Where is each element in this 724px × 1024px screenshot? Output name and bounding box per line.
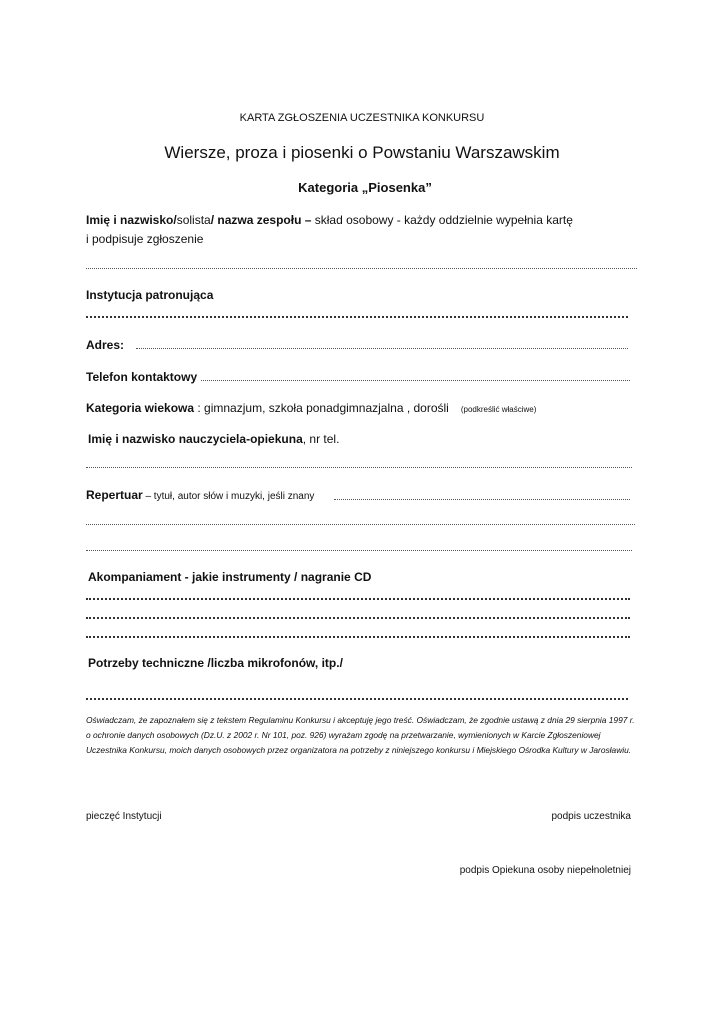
repertoire-label-suffix: – tytuł, autor słów i muzyki, jeśli znany bbox=[142, 491, 315, 502]
technical-needs-label: Potrzeby techniczne /liczba mikrofonów, itp./ bbox=[88, 656, 343, 670]
repertoire-label: Repertuar bbox=[86, 488, 143, 502]
name-label-line-2: i podpisuje zgłoszenie bbox=[86, 232, 204, 246]
age-category-note: (podkreślić właściwe) bbox=[460, 405, 537, 414]
name-label-bold-1: Imię i nazwisko/ bbox=[86, 213, 177, 227]
name-label bbox=[86, 213, 573, 227]
accompaniment-entry-line-1[interactable] bbox=[86, 598, 630, 600]
category-title bbox=[0, 180, 724, 195]
page-title: Wiersze, proza i piosenki o Powstaniu Warszawskim bbox=[164, 143, 560, 162]
institution-label: Instytucja patronująca bbox=[86, 288, 214, 302]
accompaniment-label: Akompaniament - jakie instrumenty / nagranie CD bbox=[88, 570, 372, 584]
consent-declaration: Oświadczam, że zapoznałem się z tekstem Regulaminu Konkursu i akceptuję jego treść. Oświadczam, że zgodnie ustawą z dnia 29 sierpnia 1997 r. o ochronie danych osobowych (Dz.U. z 2002 r. Nr 101, poz. 926) wyrażam zgodę na przetwarzanie, wymienionych w Karcie Zgłoszeniowej Uczestnika Konkursu, moich danych osobowych przez organizatora na potrzeby z niniejszego konkursu i Miejskiego Ośrodka Kultury w Jarosławiu. bbox=[86, 715, 635, 755]
participant-signature-label: podpis uczestnika bbox=[551, 811, 631, 822]
teacher-label: Imię i nazwisko nauczyciela-opiekuna bbox=[88, 432, 303, 446]
name-label-text-2: skład osobowy - każdy oddzielnie wypełnia kartę bbox=[311, 213, 573, 227]
address-entry-line[interactable] bbox=[136, 348, 628, 349]
age-category-line bbox=[86, 401, 536, 415]
teacher-label-suffix: , nr tel. bbox=[302, 432, 340, 446]
name-label-text-1: solista bbox=[176, 213, 211, 227]
repertoire-entry-line-1[interactable] bbox=[334, 499, 630, 500]
age-category-label: Kategoria wiekowa bbox=[86, 401, 195, 415]
phone-entry-line[interactable] bbox=[201, 380, 630, 381]
teacher-label-line bbox=[88, 432, 339, 446]
name-label-bold-2: / nazwa zespołu – bbox=[210, 213, 312, 227]
repertoire-entry-line-3[interactable] bbox=[86, 550, 632, 551]
institution-entry-line[interactable] bbox=[86, 316, 628, 318]
repertoire-entry-line-2[interactable] bbox=[86, 524, 635, 525]
teacher-entry-line[interactable] bbox=[86, 467, 632, 468]
institution-stamp-label: pieczęć Instytucji bbox=[86, 811, 162, 822]
category-label: Kategoria „Piosenka” bbox=[298, 180, 432, 195]
age-category-options: : gimnazjum, szkoła ponadgimnazjalna , dorośli bbox=[194, 401, 449, 415]
accompaniment-entry-line-3[interactable] bbox=[86, 636, 630, 638]
accompaniment-entry-line-2[interactable] bbox=[86, 617, 630, 619]
form-header: KARTA ZGŁOSZENIA UCZESTNIKA KONKURSU bbox=[239, 112, 485, 124]
technical-needs-entry-line[interactable] bbox=[86, 698, 628, 700]
guardian-signature-label: podpis Opiekuna osoby niepełnoletniej bbox=[459, 865, 631, 876]
address-label: Adres: bbox=[86, 338, 125, 352]
repertoire-label-line bbox=[86, 488, 314, 502]
phone-label: Telefon kontaktowy bbox=[86, 370, 198, 384]
name-entry-line[interactable] bbox=[86, 268, 637, 269]
